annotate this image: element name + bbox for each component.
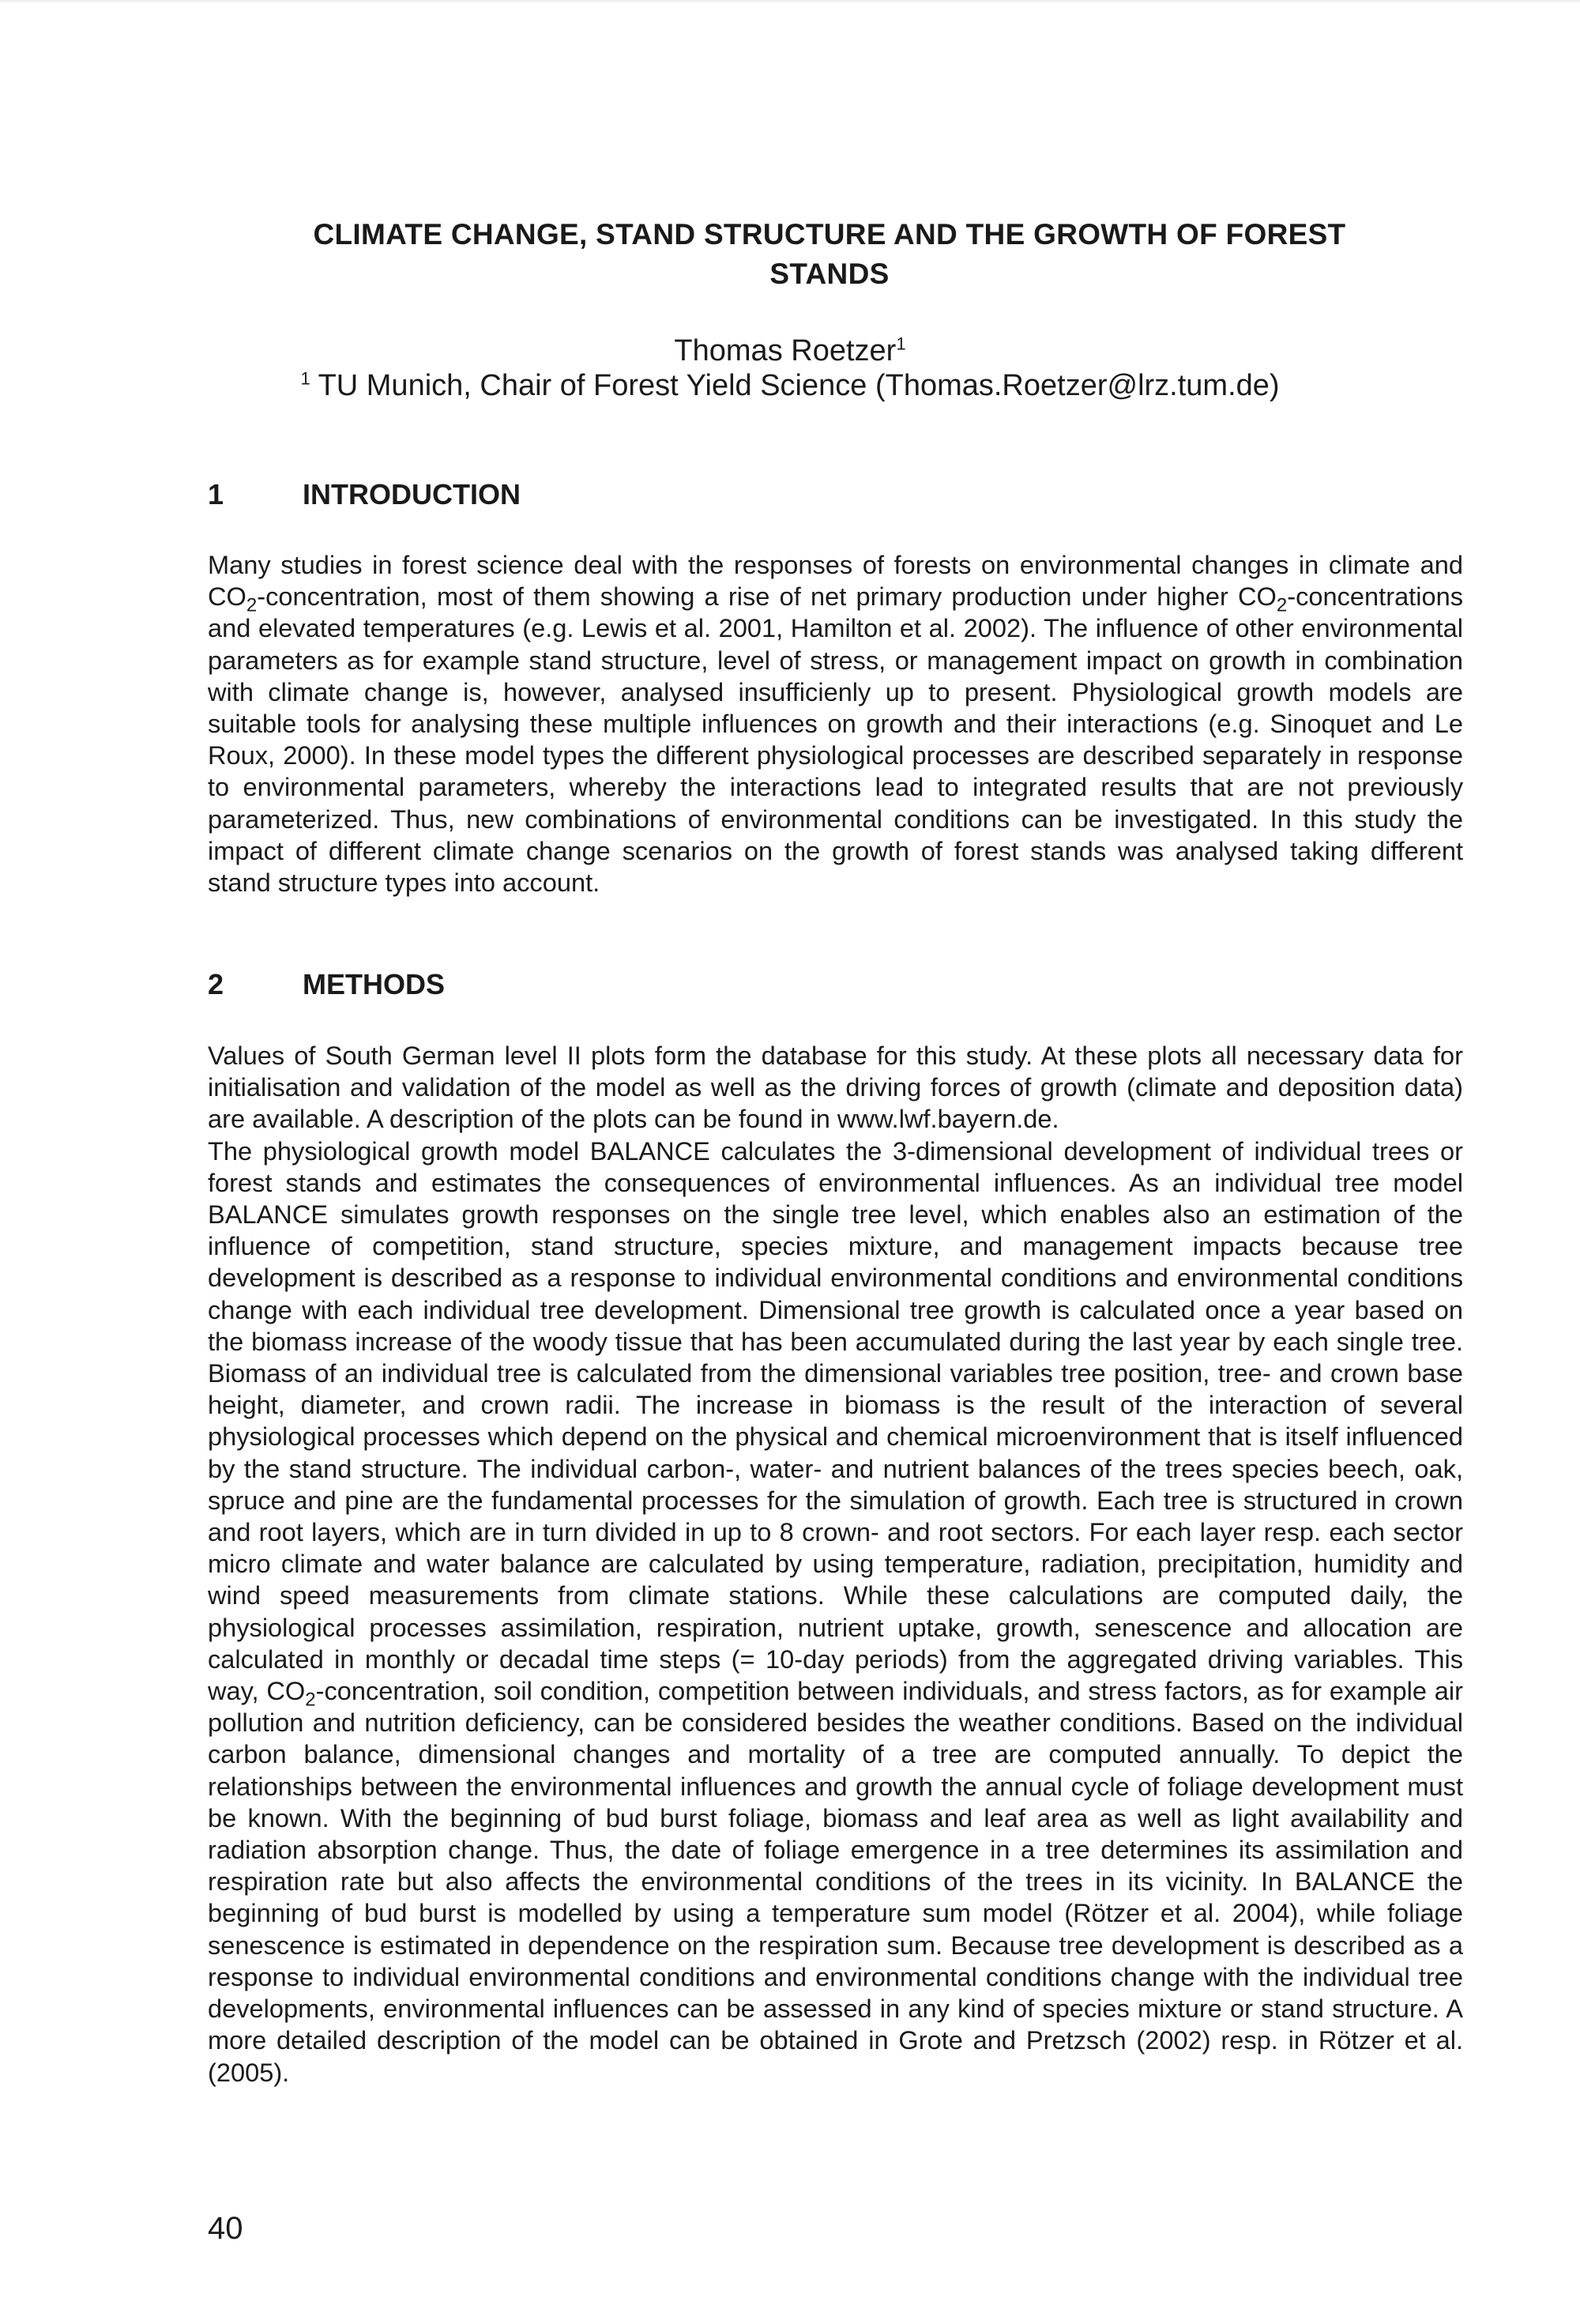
section-heading-methods — [208, 967, 1472, 1002]
section-number: 1 — [208, 478, 224, 510]
section-number: 2 — [208, 968, 224, 1000]
paper-title — [237, 215, 1422, 294]
author-superscript: 1 — [896, 333, 906, 354]
affiliation-superscript: 1 — [300, 368, 310, 389]
affiliation-text: TU Munich, Chair of Forest Yield Science (Thomas.Roetzer@lrz.tum.de) — [318, 369, 1280, 402]
scan-edge — [0, 0, 1580, 3]
title-line-2: STANDS — [769, 258, 890, 290]
methods-paragraph-1: Values of South German level II plots form the database for this study. At these plots all necessary data for initialisation and validation of the model as well as the driving forces of growth (climate and deposition data) are available. A description of the plots can be found in www.lwf.bayern.de. — [208, 1041, 1463, 1134]
intro-paragraph-1: Many studies in forest science deal with the responses of forests on environmental changes in climate and $CO_2$-concentration, most of them showing a rise of net primary production under higher $CO_2$-concentrations and elevated temperatures (e.g. Lewis et al. 2001, Hamilton et al. 2002). The influence of other environmental parameters as for example stand structure, level of stress, or management impact on growth in combination with climate change is, however, analysed insufficienly up to present. Physiological growth models are suitable tools for analysing these multiple influences on growth and their interactions (e.g. Sinoquet and Le Roux, 2000). In these model types the different physiological processes are described separately in response to environmental parameters, whereby the interactions lead to integrated results that are not previously parameterized. Thus, new combinations of environmental conditions can be investigated. In this study the impact of different climate change scenarios on the growth of forest stands was analysed taking different stand structure types into account. — [208, 550, 1463, 898]
author-name: Thomas Roetzer — [674, 334, 897, 367]
methods-paragraph-2: The physiological growth model BALANCE calculates the 3-dimensional development of individual trees or forest stands and estimates the consequences of environmental influences. As an individual tree model BALANCE simulates growth responses on the single tree level, which enables also an estimation of the influence of competition, stand structure, species mixture, and management impacts because tree development is described as a response to individual environmental conditions and environmental conditions change with each individual tree development. Dimensional tree growth is calculated once a year based on the biomass increase of the woody tissue that has been accumulated during the last year by each single tree. Biomass of an individual tree is calculated from the dimensional variables tree position, tree- and crown base height, diameter, and crown radii. The increase in biomass is the result of the interaction of several physiological processes which depend on the physical and chemical microenvironment that is itself influenced by the stand structure. The individual carbon-, water- and nutrient balances of the trees species beech, oak, spruce and pine are the fundamental processes for the simulation of growth. Each tree is structured in crown and root layers, which are in turn divided in up to 8 crown- and root sectors. For each layer resp. each sector micro climate and water balance are calculated by using temperature, radiation, precipitation, humidity and wind speed measurements from climate stations. While these calculations are computed daily, the physiological processes assimilation, respiration, nutrient uptake, growth, senescence and allocation are calculated in monthly or decadal time steps (= 10-day periods) from the aggregated driving variables. This way, $CO_2$-concentration, soil condition, competition between individuals, and stress factors, as for example air pollution and nutrition deficiency, can be considered besides the weather conditions. Based on the individual carbon balance, dimensional changes and mortality of a tree are computed annually. To depict the relationships between the environmental influences and growth the annual cycle of foliage development must be known. With the beginning of bud burst foliage, biomass and leaf area as well as light availability and radiation absorption change. Thus, the date of foliage emergence in a tree determines its assimilation and respiration rate but also affects the environmental conditions of the trees in its vicinity. In BALANCE the beginning of bud burst is modelled by using a temperature sum model (Rötzer et al. 2004), while foliage senescence is estimated in dependence on the respiration sum. Because tree development is described as a response to individual environmental conditions and environmental conditions change with the individual tree developments, environmental influences can be assessed in any kind of species mixture or stand structure. A more detailed description of the model can be obtained in Grote and Pretzsch (2002) resp. in Rötzer et al. (2005). — [208, 1136, 1463, 2087]
introduction-paragraph — [208, 549, 1463, 898]
section-title: INTRODUCTION — [303, 478, 521, 510]
page-number: 40 — [208, 2211, 243, 2246]
author — [237, 332, 1343, 370]
methods-body — [208, 1040, 1463, 2089]
affiliation — [237, 367, 1343, 405]
section-heading-introduction — [208, 477, 1472, 512]
title-line-1: CLIMATE CHANGE, STAND STRUCTURE AND THE GROWTH OF FOREST — [313, 218, 1346, 250]
section-title: METHODS — [303, 968, 445, 1000]
